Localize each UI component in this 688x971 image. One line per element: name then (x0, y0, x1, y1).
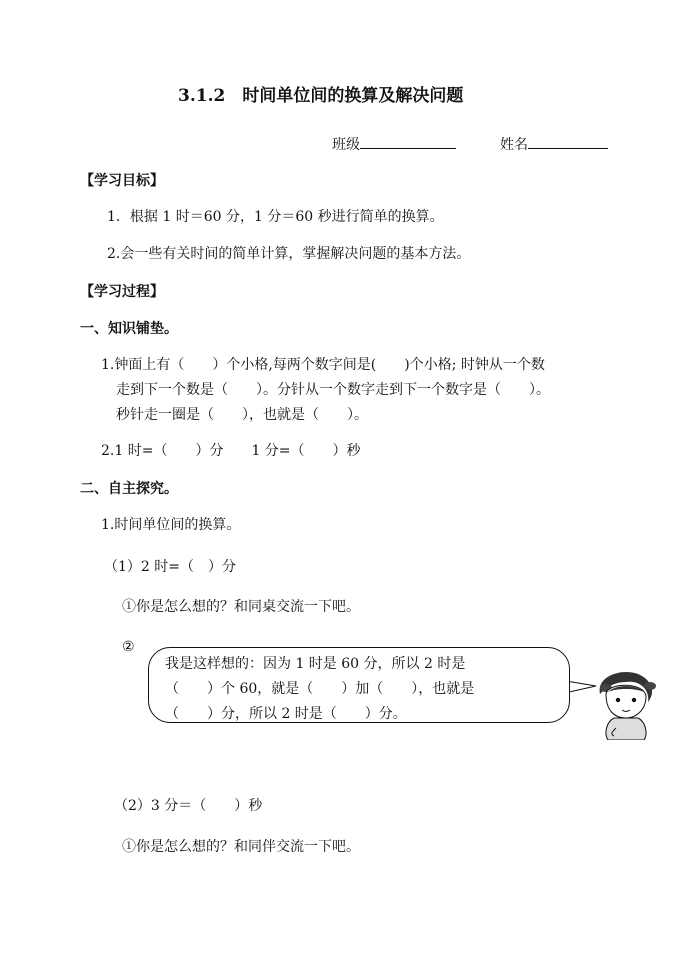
name-blank[interactable] (528, 134, 608, 149)
girl-icon (586, 668, 662, 740)
class-blank[interactable] (360, 134, 456, 149)
speech-bubble (148, 647, 570, 723)
section1-heading: 一、知识铺垫。 (80, 321, 178, 337)
goals-heading: 【学习目标】 (80, 173, 164, 189)
s2-sub1: （1）2 时=（ ）分 (104, 559, 236, 575)
s2-sub1-prompt: ①你是怎么想的？和同桌交流一下吧。 (122, 599, 360, 615)
q1-line-3: 秒针走一圈是（ ），也就是（ ）。 (116, 407, 368, 423)
name-field (500, 134, 608, 152)
bubble-line-1: 我是这样想的：因为 1 时是 60 分，所以 2 时是 (165, 656, 466, 672)
goal-item-1: 1．根据 1 时＝60 分，1 分＝60 秒进行简单的换算。 (107, 209, 444, 225)
q1-line-1: 1.钟面上有（ ）个小格,每两个数字间是( )个小格; 时钟从一个数 (101, 357, 545, 373)
bubble-line-3: （ ）分，所以 2 时是（ ）分。 (165, 706, 407, 722)
s2-q1: 1.时间单位间的换算。 (101, 517, 241, 533)
s2-sub2: （2）3 分＝（ ）秒 (114, 798, 263, 814)
bubble-line-2: （ ）个 60，就是（ ）加（ ），也就是 (165, 681, 475, 697)
s2-sub1-marker: ② (122, 639, 135, 655)
process-heading: 【学习过程】 (80, 284, 164, 300)
page-title: 3.1.2 时间单位间的换算及解决问题 (178, 86, 464, 106)
q2-line: 2.1 时=（ ）分 1 分=（ ）秒 (101, 443, 361, 459)
q1-line-2: 走到下一个数是（ ）。分针从一个数字走到下一个数字是（ ）。 (116, 382, 550, 398)
goal-item-2: 2.会一些有关时间的简单计算，掌握解决问题的基本方法。 (107, 246, 471, 262)
section2-heading: 二、自主探究。 (80, 481, 178, 497)
name-label: 姓名 (500, 137, 528, 153)
class-label: 班级 (332, 137, 360, 153)
s2-sub2-prompt: ①你是怎么想的？和同伴交流一下吧。 (122, 839, 360, 855)
class-field (332, 134, 456, 152)
